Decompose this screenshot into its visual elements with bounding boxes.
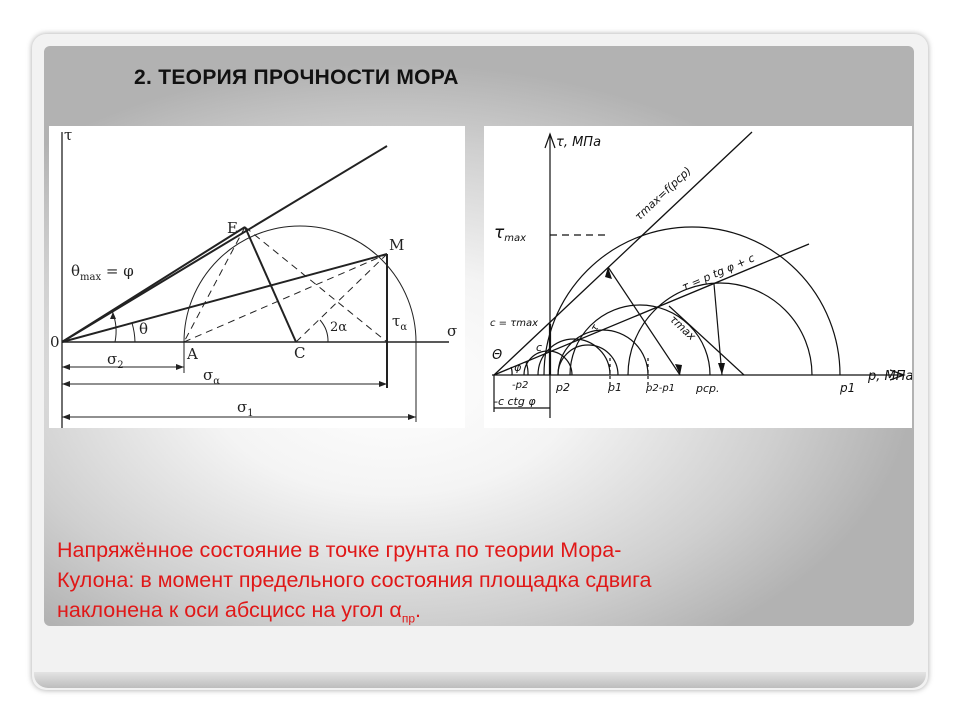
slide-bottom-bar	[34, 672, 926, 688]
label-coulomb-line: τ = p tg φ + c	[680, 251, 757, 294]
label-p-axis: p, МПа	[868, 369, 912, 384]
label-tau-max-axis: $\tau_{max}$	[494, 223, 527, 244]
line-ec	[245, 227, 296, 342]
dashed-am	[184, 254, 387, 342]
label-sigma-alpha: $\sigma_\alpha$	[203, 366, 221, 387]
arrow	[62, 414, 70, 420]
label-sigma2: $\sigma_2$	[107, 350, 124, 371]
caption-line-2: Кулона: в момент предельного состояния площадка сдвига	[57, 568, 652, 592]
label-tau-max-radius: τmax	[666, 312, 699, 344]
label-minus-p2: -p2	[512, 380, 529, 391]
mohr-diagram-svg	[49, 126, 465, 428]
mohr-diagram-right	[484, 126, 912, 428]
arrow	[408, 414, 416, 420]
mohr-circle-4	[524, 351, 572, 375]
label-c-tau-max: c = τmax	[490, 318, 539, 329]
line-oe	[62, 227, 245, 342]
label-theta: Θ	[492, 348, 503, 363]
label-theta-max: $\theta_{max} = \varphi$	[71, 262, 134, 283]
slide-title: 2. ТЕОРИЯ ПРОЧНОСТИ МОРА	[134, 66, 459, 89]
label-tau-scr: τ	[589, 322, 602, 334]
coulomb-envelope	[494, 244, 809, 375]
label-tau-axis: τ, МПа	[556, 135, 602, 150]
slide-caption	[57, 535, 907, 633]
label-c-small: c	[536, 341, 543, 354]
label-c: C	[294, 344, 306, 362]
caption-line-1: Напряжённое состояние в точке грунта по теории Мора-	[57, 538, 622, 562]
mohr-circle-6	[628, 283, 812, 375]
arrow	[718, 363, 725, 375]
envelope-line	[62, 146, 387, 342]
label-phi: φ	[514, 361, 522, 374]
arrow	[176, 364, 184, 370]
theta-arc	[132, 323, 135, 342]
arrow	[379, 381, 387, 387]
phi-arc	[511, 367, 512, 375]
label-sigma: σ	[447, 322, 458, 340]
label-c-ctg-phi: -c ctg φ	[494, 395, 536, 408]
caption-subscript: пр	[401, 611, 416, 626]
label-sigma1: $\sigma_1$	[237, 398, 254, 419]
mohr-diagram-left	[49, 126, 465, 428]
label-two-alpha: 2α	[330, 320, 348, 335]
label-m: M	[389, 236, 405, 254]
label-p1: p1	[840, 381, 856, 395]
label-a: A	[187, 345, 198, 363]
arrow	[62, 381, 70, 387]
two-alpha-arc	[320, 320, 328, 342]
label-p-sr: pср.	[696, 382, 720, 395]
label-p1-prime: p1	[608, 381, 622, 394]
label-tau-alpha: $\tau_\alpha$	[392, 312, 408, 333]
label-e: E	[227, 219, 238, 237]
mohr-envelope-svg	[484, 126, 912, 428]
mohr-circle-3	[538, 339, 610, 375]
label-p2: p2	[556, 381, 570, 394]
label-tau: τ	[64, 126, 73, 144]
theta-arc	[526, 362, 528, 375]
label-p2-p1: p2-p1	[646, 383, 676, 394]
label-theta: θ	[139, 320, 149, 338]
caption-end: .	[415, 598, 422, 622]
dashed-e-s1	[245, 227, 387, 342]
label-origin: 0	[50, 333, 60, 351]
arrow	[62, 364, 70, 370]
label-tau-max-line: τmax=f(pср)	[632, 164, 694, 224]
radius-line-2	[714, 284, 722, 375]
caption-line-3	[57, 595, 907, 633]
dashed-ea	[184, 227, 245, 342]
tau-max-envelope	[494, 132, 752, 375]
caption-line-3-text: наклонена к оси абсцисс на угол α	[57, 598, 402, 622]
